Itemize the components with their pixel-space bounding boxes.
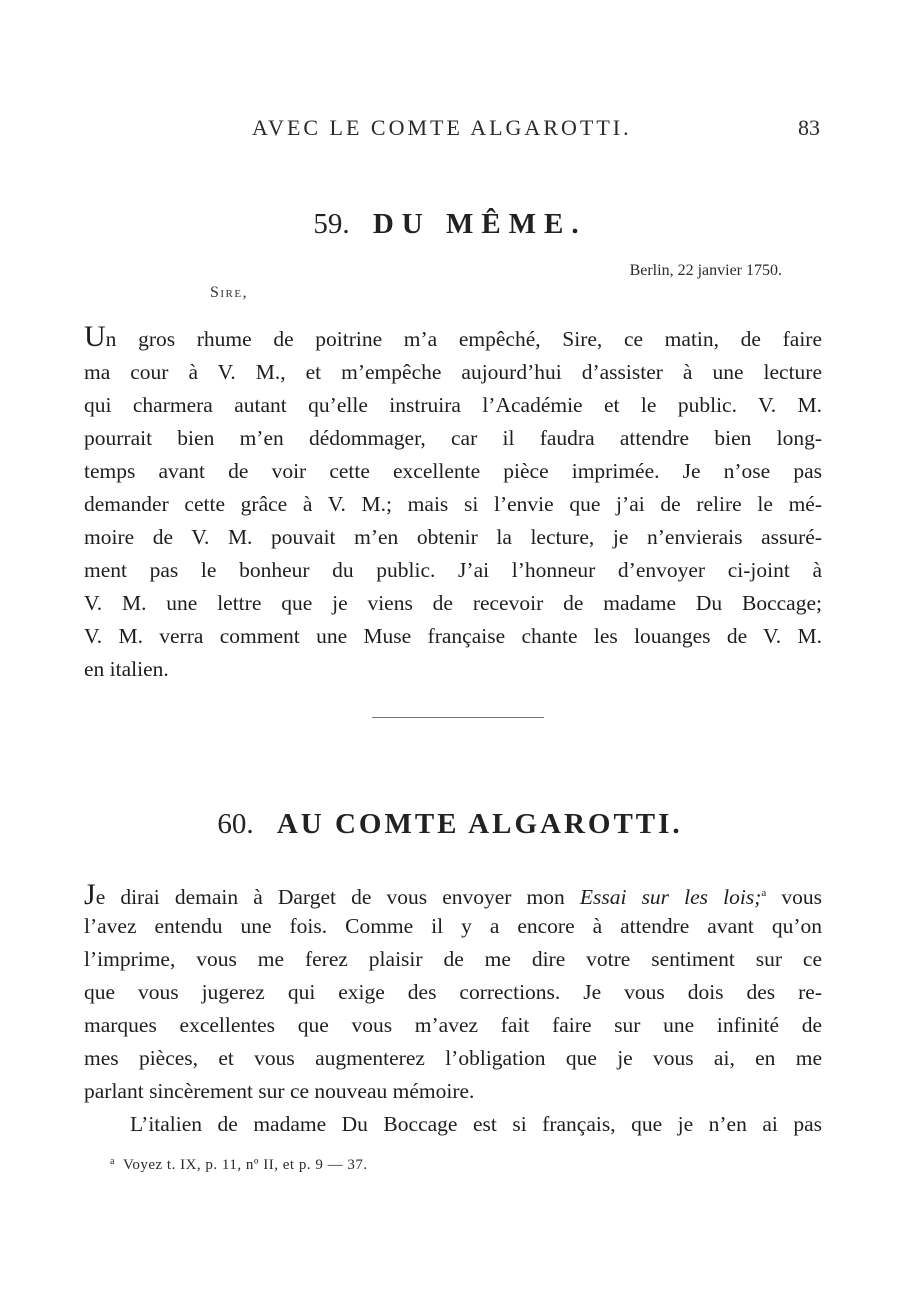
letter-title: AU COMTE ALGAROTTI. bbox=[276, 808, 683, 840]
letter-title: DU MÊME. bbox=[372, 208, 587, 240]
body-line: Je dirai demain à Darget de vous envoyer mon Essai sur les lois;$^a$ vous bbox=[84, 878, 822, 911]
body-line: pourrait bien m’en dédommager, car il faudra attendre bien long- bbox=[84, 426, 822, 450]
letter-number: 59. bbox=[313, 208, 350, 240]
page-number: 83 bbox=[798, 115, 820, 140]
body-line: ma cour à V. M., et m’empêche aujourd’hui d’assister à une lecture bbox=[84, 360, 822, 384]
footnote bbox=[110, 1156, 368, 1174]
footnote-text: Voyez t. IX, p. 11, nº II, et p. 9 — 37. bbox=[122, 1157, 368, 1173]
letter-60-second-paragraph bbox=[84, 1108, 822, 1141]
body-line: L’italien de madame Du Boccage est si français, que je n’en ai pas bbox=[130, 1112, 822, 1136]
letter-60-body bbox=[84, 877, 822, 1108]
letter-59-body bbox=[84, 320, 822, 686]
footnote-mark: a bbox=[110, 1156, 115, 1167]
drop-cap: J bbox=[84, 878, 96, 911]
footnote-reference: a bbox=[761, 887, 767, 899]
body-line: parlant sincèrement sur ce nouveau mémoire. bbox=[84, 1079, 475, 1103]
body-line: V. M. une lettre que je viens de recevoir de madame Du Boccage; bbox=[84, 591, 822, 615]
body-line: l’avez entendu une fois. Comme il y a encore à attendre avant qu’on bbox=[84, 914, 822, 938]
body-line: que vous jugerez qui exige des corrections. Je vous dois des re- bbox=[84, 980, 822, 1004]
body-line: moire de V. M. pouvait m’en obtenir la lecture, je n’envierais assuré- bbox=[84, 525, 822, 549]
dateline: Berlin, 22 janvier 1750. bbox=[629, 262, 782, 279]
book-title: Essai sur les lois; bbox=[579, 885, 762, 909]
body-line: Un gros rhume de poitrine m’a empêché, Sire, ce matin, de faire bbox=[84, 320, 822, 353]
letter-60-heading bbox=[0, 808, 900, 841]
body-line: l’imprime, vous me ferez plaisir de me dire votre sentiment sur ce bbox=[84, 947, 822, 971]
body-line: mes pièces, et vous augmenterez l’obligation que je vous ai, en me bbox=[84, 1046, 822, 1070]
body-line: qui charmera autant qu’elle instruira l’Académie et le public. V. M. bbox=[84, 393, 822, 417]
body-line: demander cette grâce à V. M.; mais si l’envie que j’ai de relire le mé- bbox=[84, 492, 822, 516]
body-line: marques excellentes que vous m’avez fait faire sur une infinité de bbox=[84, 1013, 822, 1037]
letter-number: 60. bbox=[217, 808, 254, 840]
running-head: AVEC LE COMTE ALGAROTTI. bbox=[252, 115, 632, 140]
body-line: ment pas le bonheur du public. J’ai l’honneur d’envoyer ci-joint à bbox=[84, 558, 822, 582]
drop-cap: U bbox=[84, 320, 106, 353]
section-divider bbox=[372, 717, 544, 718]
body-line: V. M. verra comment une Muse française chante les louanges de V. M. bbox=[84, 624, 822, 648]
salutation: Sire, bbox=[210, 284, 249, 301]
body-line: temps avant de voir cette excellente pièce imprimée. Je n’ose pas bbox=[84, 459, 822, 483]
letter-59-heading bbox=[0, 208, 900, 241]
body-line: en italien. bbox=[84, 657, 169, 681]
